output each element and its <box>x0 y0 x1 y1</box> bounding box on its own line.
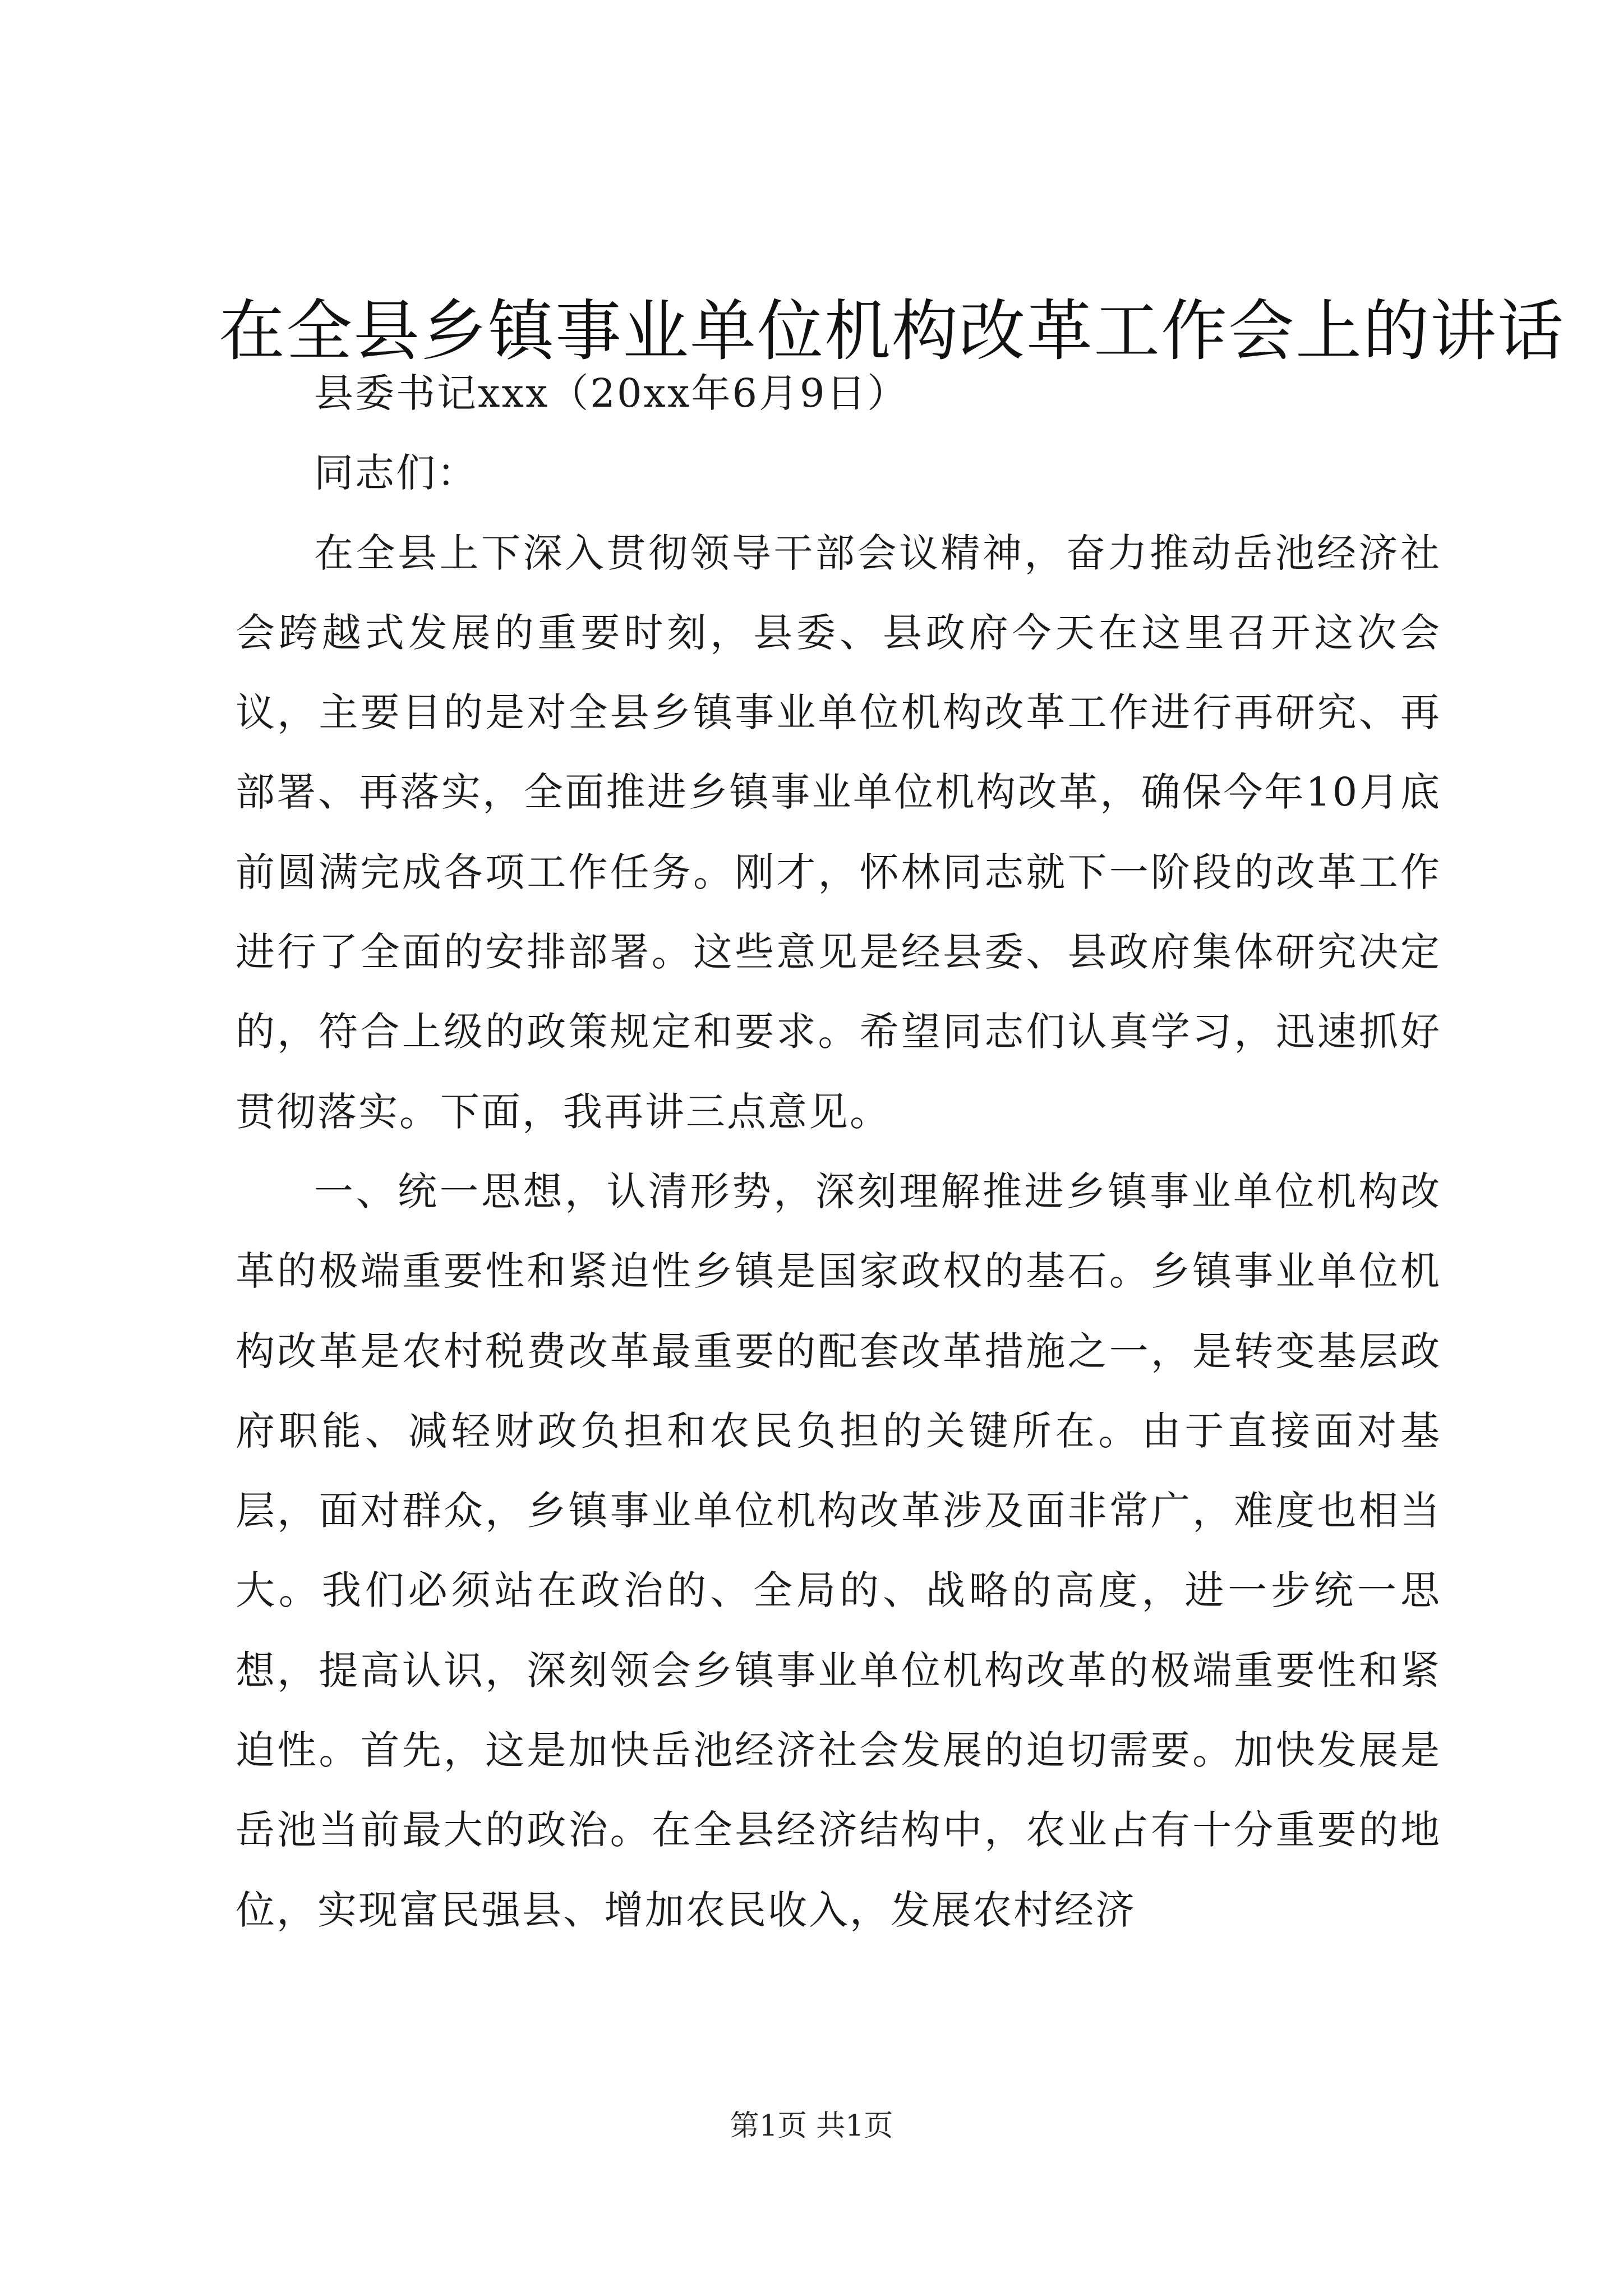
paragraph-1: 在全县上下深入贯彻领导干部会议精神，奋力推动岳池经济社会跨越式发展的重要时刻，县委、县政府今天在这里召开这次会议，主要目的是对全县乡镇事业单位机构改革工作进行再研究、再部署、再落实，全面推进乡镇事业单位机构改革，确保今年10月底前圆满完成各项工作任务。刚才，怀林同志就下一阶段的改革工作进行了全面的安排部署。这些意见是经县委、县政府集体研究决定的，符合上级的政策规定和要求。希望同志们认真学习，迅速抓好贯彻落实。下面，我再讲三点意见。 <box>236 530 1441 1135</box>
document-body <box>236 353 1441 1950</box>
salutation: 同志们： <box>314 450 478 496</box>
byline: 县委书记xxx（20xx年6月9日） <box>314 370 909 416</box>
paragraph-2: 一、统一思想，认清形势，深刻理解推进乡镇事业单位机构改革的极端重要性和紧迫性乡镇是国家政权的基石。乡镇事业单位机构改革是农村税费改革最重要的配套改革措施之一，是转变基层政府职能、减轻财政负担和农民负担的关键所在。由于直接面对基层，面对群众，乡镇事业单位机构改革涉及面非常广，难度也相当大。我们必须站在政治的、全局的、战略的高度，进一步统一思想，提高认识，深刻领会乡镇事业单位机构改革的极端重要性和紧迫性。首先，这是加快岳池经济社会发展的迫切需要。加快发展是岳池当前最大的政治。在全县经济结构中，农业占有十分重要的地位，实现富民强县、增加农民收入，发展农村经济 <box>236 1168 1441 1933</box>
document-title: 在全县乡镇事业单位机构改革工作会上的讲话 <box>219 292 1565 370</box>
page-number-footer: 第1页 共1页 <box>730 2109 893 2143</box>
